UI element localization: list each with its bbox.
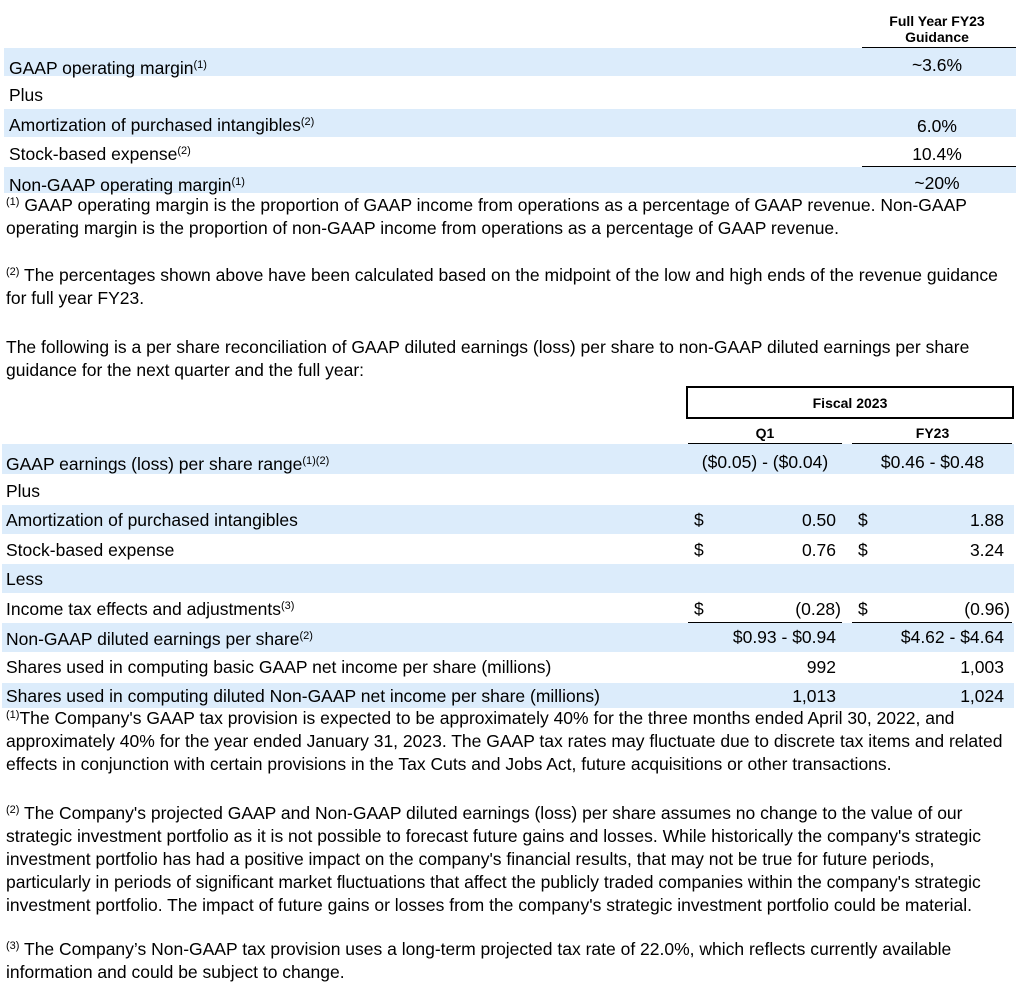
table2-q1-dollar: $ xyxy=(694,510,704,530)
table1-column-header xyxy=(862,13,1012,45)
table2-row-label: Less xyxy=(6,569,43,589)
table1-row-label: Non-GAAP operating margin$^{(1)}$ xyxy=(9,175,245,195)
col-header-q1: Q1 xyxy=(755,425,775,441)
table2-fy-dollar: $ xyxy=(858,540,868,560)
table2-q1-value: 992 xyxy=(806,657,836,677)
q1-subtotal-rule xyxy=(688,622,842,623)
table1-row-value: 10.4% xyxy=(912,144,962,164)
table2-row-label: Plus xyxy=(6,481,41,501)
table2-fy-value: $0.46 - $0.48 xyxy=(880,452,985,472)
footnote2-2: $^{(2)}$ The Company's projected GAAP and Non-GAAP diluted earnings (loss) per share assumes no change to the value of our strategic investment portfolio as it is not possible to forecast future gains and losses. While historically the company's strategic investment portfolio has had a positive impact on the company's financial results, that may not be true for future periods, particularly in periods of significant market fluctuations that affect the publicly traded companies within the company's strategic investment portfolio. The impact of future gains or losses from the company's strategic investment portfolio could be material. xyxy=(6,803,982,915)
table2-row-label: Amortization of purchased intangibles xyxy=(6,510,298,530)
table2-fy-dollar: $ xyxy=(858,510,868,530)
table2-q1-value: 0.50 xyxy=(801,510,836,530)
table2-row-label: Non-GAAP diluted earnings per share$^{(2)}$ xyxy=(6,629,313,649)
table1-header-rule xyxy=(862,47,1016,48)
table2-q1-value: 0.76 xyxy=(801,540,836,560)
table1-row-value: 6.0% xyxy=(917,116,957,136)
table2-band-row5 xyxy=(2,564,1014,593)
table1-row-label: GAAP operating margin$^{(1)}$ xyxy=(9,58,207,78)
table2-row-label: Shares used in computing diluted Non-GAAP net income per share (millions) xyxy=(6,686,601,706)
table2-fy-value: 1,003 xyxy=(960,657,1004,677)
fy-subtotal-rule xyxy=(852,622,1012,623)
table1-header-line2: Guidance xyxy=(905,29,969,45)
table1-row-label: Amortization of purchased intangibles$^{(2)}$ xyxy=(9,115,315,135)
table2-q1-value: (0.28) xyxy=(795,599,841,619)
table2-fy-value: 1.88 xyxy=(969,510,1004,530)
table2-row-label: Stock-based expense xyxy=(6,540,175,560)
table2-row-label: Income tax effects and adjustments$^{(3)}$ xyxy=(6,599,295,619)
table2-q1-dollar: $ xyxy=(694,599,704,619)
table2-fy-value: (0.96) xyxy=(964,599,1010,619)
table2-fy-value: $4.62 - $4.64 xyxy=(900,627,1004,647)
table2-fy-dollar: $ xyxy=(858,599,868,619)
table1-row-label: Stock-based expense$^{(2)}$ xyxy=(9,144,191,164)
table2-row-label: Shares used in computing basic GAAP net income per share (millions) xyxy=(6,657,552,677)
footnote2-1: $^{(1)}$The Company's GAAP tax provision is expected to be approximately 40% for the three months ended April 30, 2022, and approximately 40% for the year ended January 31, 2023. The GAAP tax rates may fluctuate due to discrete tax items and related effects in conjunction with certain provisions in the Tax Cuts and Jobs Act, future acquisitions or other transactions. xyxy=(6,708,1003,774)
footnote-1: $^{(1)}$ GAAP operating margin is the proportion of GAAP income from operations as a percentage of GAAP revenue. Non-GAAP operating margin is the proportion of non-GAAP income from operations as a percentage of GAAP revenue. xyxy=(6,195,967,238)
footnote-2: $^{(2)}$ The percentages shown above have been calculated based on the midpoint of the low and high ends of the revenue guidance for full year FY23. xyxy=(6,265,998,308)
table2-q1-value: $0.93 - $0.94 xyxy=(732,627,836,647)
table1-row-value: ~20% xyxy=(914,173,960,193)
table2-q1-dollar: $ xyxy=(694,540,704,560)
table2-q1-value: ($0.05) - ($0.04) xyxy=(701,452,829,472)
table2-row-label: GAAP earnings (loss) per share range$^{(1)(2)}$ xyxy=(6,454,330,474)
intro-paragraph: The following is a per share reconciliation of GAAP diluted earnings (loss) per share to non-GAAP diluted earnings per share guidance for the next quarter and the full year: xyxy=(6,337,970,380)
fiscal-header: Fiscal 2023 xyxy=(812,395,888,411)
table1-header-line1: Full Year FY23 xyxy=(889,13,985,29)
table1-total-rule xyxy=(862,166,1016,167)
table1-row-value: ~3.6% xyxy=(911,55,963,75)
table2-fy-value: 3.24 xyxy=(969,540,1004,560)
table2-q1-value: 1,013 xyxy=(792,686,836,706)
col-header-fy23: FY23 xyxy=(915,425,950,441)
footnote2-3: $^{(3)}$ The Company’s Non-GAAP tax provision uses a long-term projected tax rate of 22.0%, which reflects currently available information and could be subject to change. xyxy=(6,939,952,982)
table1-row-label: Plus xyxy=(9,85,44,105)
table2-fy-value: 1,024 xyxy=(960,686,1004,706)
